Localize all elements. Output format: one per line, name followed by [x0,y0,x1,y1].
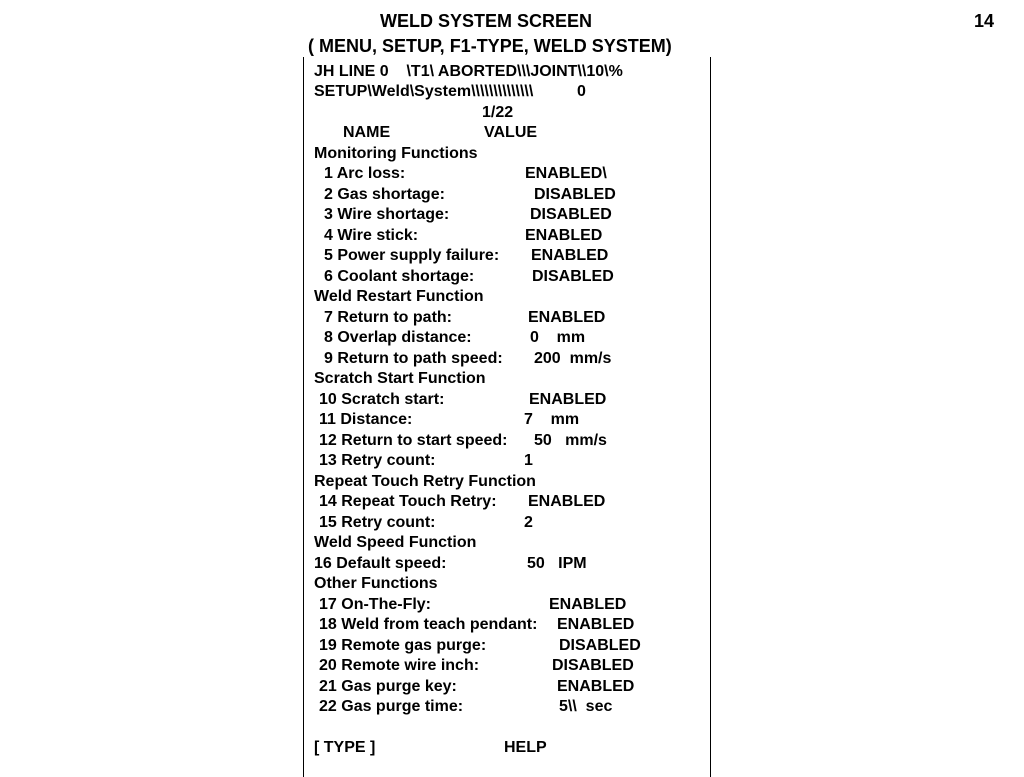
help-softkey[interactable]: HELP [504,739,547,756]
screen-name: SETUP\Weld\System\\\\\\\\\\\\\\ [314,83,534,100]
setting-value[interactable]: 1 [524,452,533,469]
page-number: 14 [974,11,995,31]
setting-label[interactable]: 9 Return to path speed: [324,350,503,367]
setting-value[interactable]: ENABLED [557,678,635,695]
setting-value[interactable]: 0 mm [530,329,586,346]
menu-path: ( MENU, SETUP, F1-TYPE, WELD SYSTEM) [308,36,672,56]
setting-value[interactable]: ENABLED [529,391,607,408]
setting-label[interactable]: 15 Retry count: [319,514,436,531]
group-heading: Weld Restart Function [314,288,484,305]
setting-label[interactable]: 19 Remote gas purge: [319,637,487,654]
page-title: WELD SYSTEM SCREEN [380,11,593,31]
setting-label[interactable]: 13 Retry count: [319,452,436,469]
setting-label[interactable]: 1 Arc loss: [324,165,406,182]
group-heading: Weld Speed Function [314,534,477,551]
setting-value[interactable]: ENABLED [531,247,609,264]
setting-value[interactable]: DISABLED [552,657,634,674]
setting-value[interactable]: DISABLED [530,206,612,223]
setting-label[interactable]: 10 Scratch start: [319,391,445,408]
setting-label[interactable]: 5 Power supply failure: [324,247,500,264]
setting-value[interactable]: DISABLED [559,637,641,654]
setting-value[interactable]: 50 mm/s [534,432,607,449]
setting-label[interactable]: 14 Repeat Touch Retry: [319,493,497,510]
setting-label[interactable]: 20 Remote wire inch: [319,657,480,674]
setting-label[interactable]: 6 Coolant shortage: [324,268,475,285]
setting-value[interactable]: 2 [524,514,533,531]
screen-zero: 0 [577,83,586,100]
setting-label[interactable]: 11 Distance: [319,411,413,428]
setting-label[interactable]: 8 Overlap distance: [324,329,472,346]
status-line: JH LINE 0 \T1\ ABORTED\\\JOINT\\10\% [314,63,623,80]
setting-value[interactable]: ENABLED [528,493,606,510]
setting-value[interactable]: ENABLED [525,227,603,244]
setting-value[interactable]: DISABLED [532,268,614,285]
setting-label[interactable]: 21 Gas purge key: [319,678,457,695]
setting-value[interactable]: ENABLED [557,616,635,633]
group-heading: Other Functions [314,575,438,592]
column-header-value: VALUE [484,124,538,141]
setting-value[interactable]: DISABLED [534,186,616,203]
setting-label[interactable]: 22 Gas purge time: [319,698,464,715]
page-indicator: 1/22 [482,104,514,121]
setting-label[interactable]: 16 Default speed: [314,555,447,572]
setting-label[interactable]: 17 On-The-Fly: [319,596,432,613]
setting-value[interactable]: ENABLED [528,309,606,326]
group-heading: Repeat Touch Retry Function [314,473,536,490]
setting-value[interactable]: ENABLED\ [525,165,607,182]
setting-label[interactable]: 4 Wire stick: [324,227,419,244]
setting-label[interactable]: 12 Return to start speed: [319,432,508,449]
setting-value[interactable]: 200 mm/s [534,350,612,367]
setting-label[interactable]: 3 Wire shortage: [324,206,450,223]
group-heading: Monitoring Functions [314,145,478,162]
setting-value[interactable]: ENABLED [549,596,627,613]
setting-label[interactable]: 7 Return to path: [324,309,452,326]
setting-value[interactable]: 50 IPM [527,555,587,572]
column-header-name: NAME [343,124,391,141]
group-heading: Scratch Start Function [314,370,486,387]
setting-label[interactable]: 2 Gas shortage: [324,186,445,203]
type-softkey[interactable]: [ TYPE ] [314,739,376,756]
setting-label[interactable]: 18 Weld from teach pendant: [319,616,538,633]
pendant-screen [303,57,711,777]
setting-value[interactable]: 7 mm [524,411,580,428]
setting-value[interactable]: 5\\ sec [559,698,613,715]
